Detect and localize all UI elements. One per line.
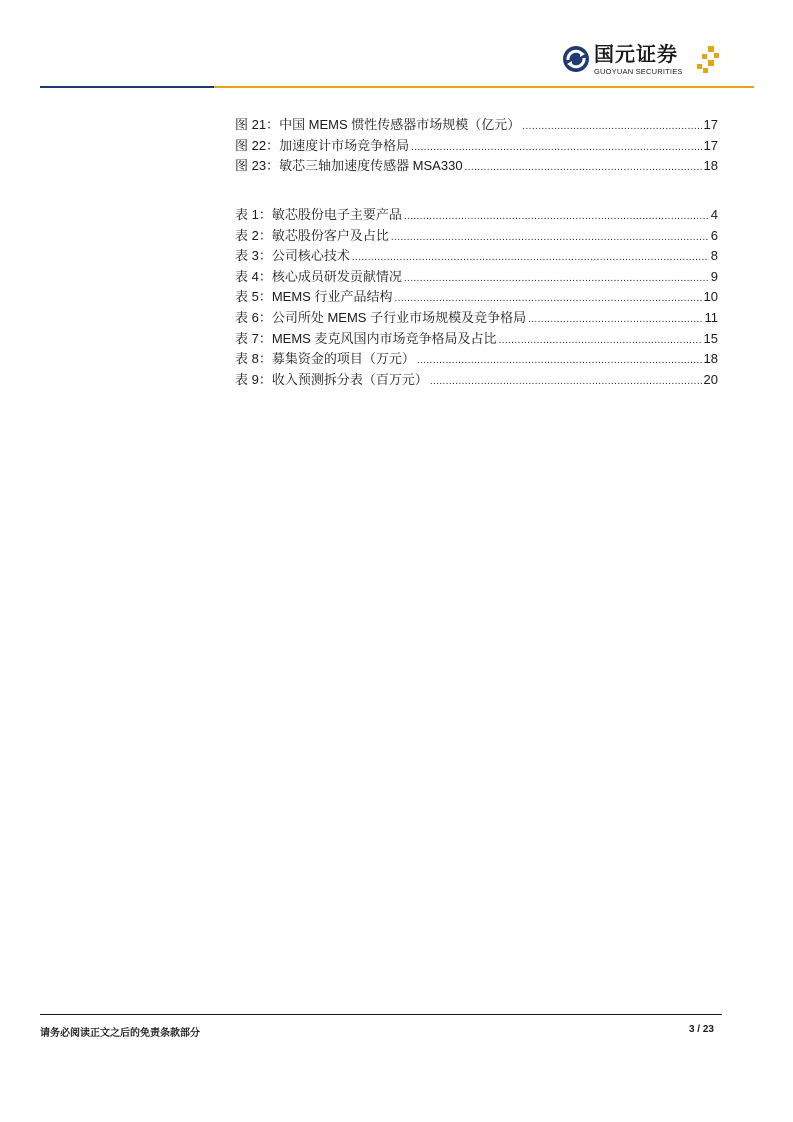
toc-entry-label: 图 21：中国 MEMS 惯性传感器市场规模（亿元） bbox=[235, 117, 521, 132]
toc-entry-page: 9 bbox=[710, 268, 718, 284]
dot-leader bbox=[417, 355, 702, 366]
toc-entry-page: 20 bbox=[703, 371, 718, 387]
toc-entry[interactable] bbox=[235, 266, 718, 287]
toc-entry-page: 6 bbox=[710, 227, 718, 243]
toc-entry[interactable] bbox=[235, 155, 718, 176]
toc-entry[interactable] bbox=[235, 286, 718, 307]
toc-entry[interactable] bbox=[235, 369, 718, 390]
dot-leader bbox=[498, 335, 701, 346]
figure-index bbox=[235, 114, 718, 176]
footer-rule bbox=[40, 1014, 722, 1015]
toc-entry[interactable] bbox=[235, 204, 718, 225]
toc-entry[interactable] bbox=[235, 245, 718, 266]
header-rule-gold bbox=[214, 86, 754, 88]
header-rule-navy bbox=[40, 86, 214, 88]
toc-entry-page: 17 bbox=[703, 137, 718, 153]
toc-entry-label: 表 1：敏芯股份电子主要产品 bbox=[235, 207, 402, 222]
toc-entry-label: 表 7：MEMS 麦克风国内市场竞争格局及占比 bbox=[235, 330, 497, 346]
toc-entry-label: 表 4：核心成员研发贡献情况 bbox=[235, 268, 402, 284]
toc-entry-page: 18 bbox=[703, 158, 718, 174]
dot-leader bbox=[522, 121, 701, 132]
toc-entry-page: 10 bbox=[703, 289, 718, 305]
toc-entry-page: 4 bbox=[710, 207, 718, 222]
dot-leader bbox=[528, 314, 702, 325]
brand-decoration-icon bbox=[694, 46, 720, 74]
dot-leader bbox=[411, 142, 701, 153]
toc-entry-page: 17 bbox=[703, 117, 718, 132]
dot-leader bbox=[404, 211, 709, 222]
dot-leader bbox=[404, 273, 709, 284]
guoyuan-logo-icon bbox=[562, 45, 590, 73]
footer-disclaimer: 请务必阅读正文之后的免责条款部分 bbox=[40, 1028, 200, 1039]
dot-leader bbox=[465, 162, 702, 173]
dot-leader bbox=[352, 252, 709, 263]
page-number: 3 / 23 bbox=[688, 1024, 714, 1035]
toc-entry[interactable] bbox=[235, 348, 718, 369]
toc-entry[interactable] bbox=[235, 114, 718, 135]
company-logo bbox=[562, 44, 722, 80]
toc-entry-label: 表 2：敏芯股份客户及占比 bbox=[235, 227, 389, 243]
dot-leader bbox=[391, 232, 709, 243]
toc-entry-label: 表 9：收入预测拆分表（百万元） bbox=[235, 371, 428, 387]
toc-entry-page: 18 bbox=[703, 351, 718, 367]
toc-entry-page: 15 bbox=[703, 330, 718, 346]
table-index bbox=[235, 204, 718, 389]
brand-name-en: GUOYUAN SECURITIES bbox=[594, 67, 683, 76]
toc-entry-page: 8 bbox=[710, 248, 718, 264]
dot-leader bbox=[430, 376, 702, 387]
brand-name-cn: 国元证券 bbox=[594, 44, 678, 66]
toc-entry-label: 图 23：敏芯三轴加速度传感器 MSA330 bbox=[235, 158, 463, 174]
toc-entry-label: 表 3：公司核心技术 bbox=[235, 248, 350, 264]
toc-entry-label: 表 5：MEMS 行业产品结构 bbox=[235, 289, 393, 305]
toc-entry-label: 表 6：公司所处 MEMS 子行业市场规模及竞争格局 bbox=[235, 309, 527, 325]
toc-entry[interactable] bbox=[235, 135, 718, 156]
toc-entry[interactable] bbox=[235, 225, 718, 246]
toc-entry-page: 11 bbox=[704, 309, 718, 325]
toc-entry[interactable] bbox=[235, 307, 718, 328]
dot-leader bbox=[394, 293, 701, 304]
toc-entry[interactable] bbox=[235, 328, 718, 349]
toc-entry-label: 图 22：加速度计市场竞争格局 bbox=[235, 137, 410, 153]
toc-entry-label: 表 8：募集资金的项目（万元） bbox=[235, 351, 415, 367]
